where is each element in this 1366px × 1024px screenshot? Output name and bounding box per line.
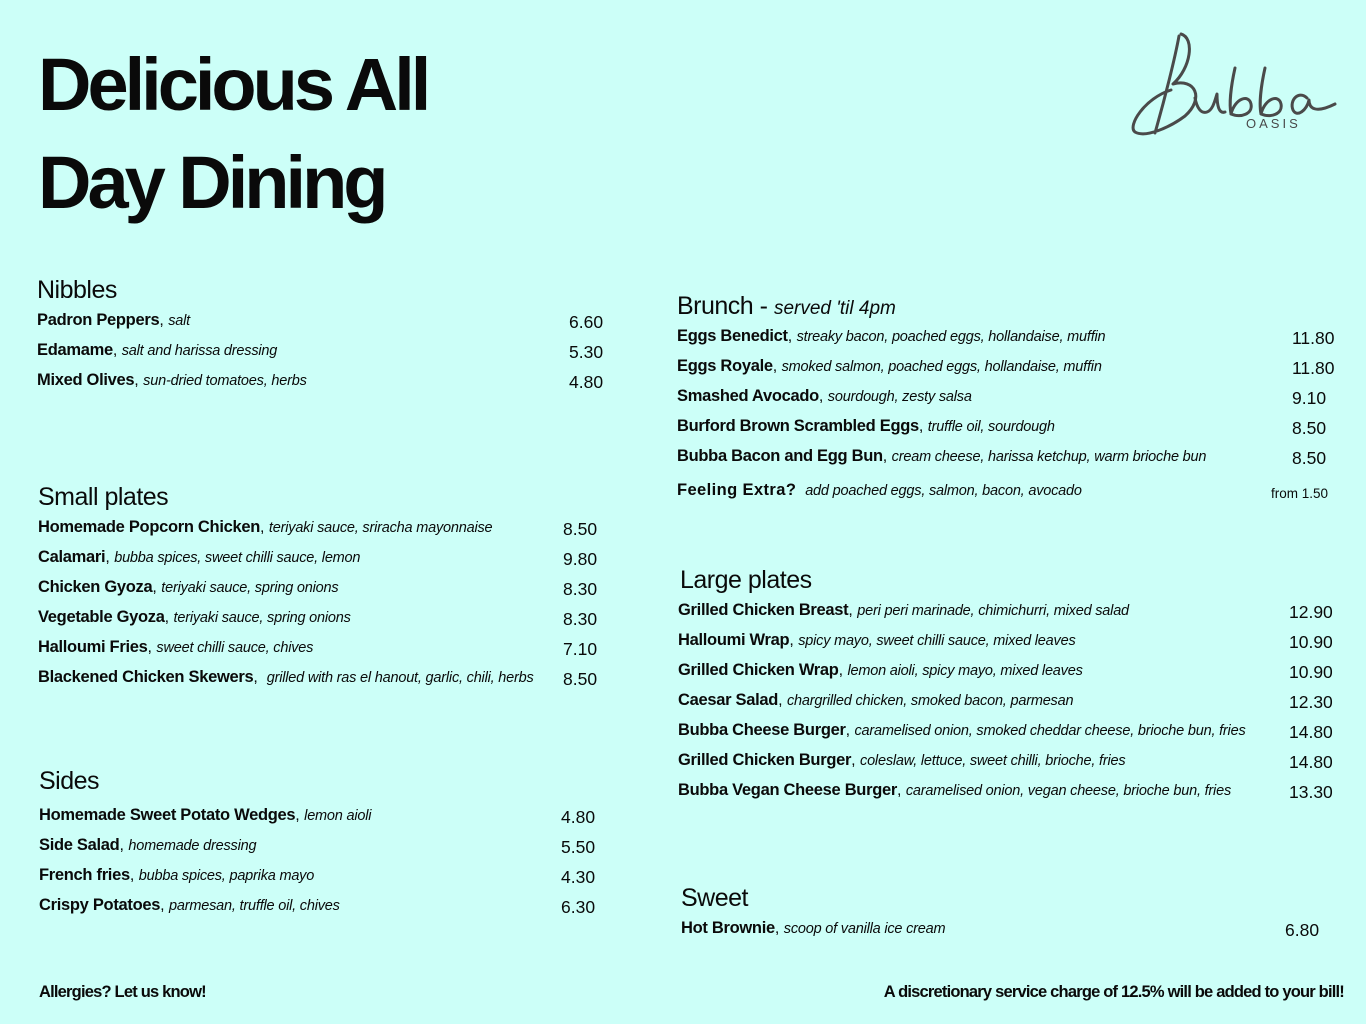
menu-item: Bubba Vegan Cheese Burger, caramelised onion, vegan cheese, brioche bun, fries 13.30 <box>678 781 1333 802</box>
item-description: bubba spices, sweet chilli sauce, lemon <box>114 550 361 566</box>
page-title-line-1: Delicious All <box>38 43 428 126</box>
menu-item: Side Salad, homemade dressing 5.50 <box>39 836 596 857</box>
menu-item: Eggs Benedict, streaky bacon, poached eggs, hollandaise, muffin 11.80 <box>677 327 1335 348</box>
item-name: Caesar Salad <box>678 691 779 709</box>
menu-item: Crispy Potatoes, parmesan, truffle oil, chives 6.30 <box>39 896 596 917</box>
section-large-plates <box>678 566 1343 811</box>
item-description: chargrilled chicken, smoked bacon, parmesan <box>786 693 1074 709</box>
item-name: Calamari <box>38 548 106 566</box>
item-price: 5.30 <box>569 342 604 362</box>
item-description: teriyaki sauce, spring onions <box>161 580 339 596</box>
item-description: caramelised onion, vegan cheese, brioche bun, fries <box>905 783 1231 799</box>
menu-item: Eggs Royale, smoked salmon, poached eggs, hollandaise, muffin 11.80 <box>677 357 1335 378</box>
menu-item: Caesar Salad, chargrilled chicken, smoked bacon, parmesan 12.30 <box>678 691 1333 712</box>
item-price: 14.80 <box>1289 722 1333 742</box>
item-price: 9.10 <box>1292 388 1327 408</box>
menu-item: Bubba Cheese Burger, caramelised onion, smoked cheddar cheese, brioche bun, fries 14.80 <box>678 721 1333 742</box>
item-price: 4.30 <box>561 867 596 887</box>
section-small-plates <box>38 483 613 698</box>
item-description: salt and harissa dressing <box>121 343 278 359</box>
item-price: 10.90 <box>1289 662 1333 682</box>
brunch-title: Brunch <box>677 292 754 320</box>
menu-item: Halloumi Fries, sweet chilli sauce, chives 7.10 <box>38 638 598 659</box>
menu-item: Grilled Chicken Breast, peri peri marinade, chimichurri, mixed salad 12.90 <box>678 601 1333 622</box>
item-price: 6.30 <box>561 897 596 917</box>
item-name: Edamame <box>37 341 113 359</box>
item-description: peri peri marinade, chimichurri, mixed salad <box>857 603 1129 619</box>
item-description: sun-dried tomatoes, herbs <box>143 373 307 389</box>
item-price: 6.80 <box>1285 920 1320 940</box>
item-name: Halloumi Wrap <box>678 631 790 649</box>
menu-item: Homemade Sweet Potato Wedges, lemon aioli 4.80 <box>39 806 596 827</box>
menu-item: Hot Brownie, scoop of vanilla ice cream 6.80 <box>681 919 1320 940</box>
page-title <box>38 36 427 232</box>
logo-subtext: OASIS <box>1246 116 1301 131</box>
item-name: Smashed Avocado <box>677 387 819 405</box>
item-name: French fries <box>39 866 130 884</box>
item-price: 12.30 <box>1289 692 1333 712</box>
item-price: 8.30 <box>563 579 598 599</box>
menu-item: Smashed Avocado, sourdough, zesty salsa 9.10 <box>677 387 1327 408</box>
item-name: Mixed Olives <box>37 371 135 389</box>
section-title-sweet: Sweet <box>681 884 748 912</box>
item-price: 4.80 <box>569 372 604 392</box>
item-description: bubba spices, paprika mayo <box>138 868 315 884</box>
page-title-line-2: Day Dining <box>38 141 385 224</box>
item-description: lemon aioli, spicy mayo, mixed leaves <box>847 663 1083 679</box>
item-name: Homemade Popcorn Chicken <box>38 518 261 536</box>
item-price: 8.50 <box>563 519 598 539</box>
item-price: 12.90 <box>1289 602 1333 622</box>
item-description: lemon aioli <box>304 808 372 824</box>
menu-item: Blackened Chicken Skewers, grilled with ras el hanout, garlic, chili, herbs 8.50 <box>38 668 598 689</box>
extra-name: Feeling Extra? <box>677 481 797 499</box>
section-nibbles <box>37 276 612 401</box>
menu-item: Calamari, bubba spices, sweet chilli sauce, lemon 9.80 <box>38 548 598 569</box>
bubba-oasis-logo <box>1125 28 1345 146</box>
menu-item: Padron Peppers, salt 6.60 <box>37 311 604 332</box>
item-description: sourdough, zesty salsa <box>827 389 972 405</box>
item-description: parmesan, truffle oil, chives <box>169 898 340 914</box>
menu-item: Homemade Popcorn Chicken, teriyaki sauce, sriracha mayonnaise 8.50 <box>38 518 598 539</box>
item-price: 10.90 <box>1289 632 1333 652</box>
item-description: truffle oil, sourdough <box>927 419 1055 435</box>
menu-item: Burford Brown Scrambled Eggs, truffle oil, sourdough 8.50 <box>677 417 1327 438</box>
item-description: caramelised onion, smoked cheddar cheese, brioche bun, fries <box>854 723 1246 739</box>
menu-item: French fries, bubba spices, paprika mayo 4.30 <box>39 866 596 887</box>
item-price: 11.80 <box>1292 358 1335 378</box>
menu-item: Grilled Chicken Burger, coleslaw, lettuce, sweet chilli, brioche, fries 14.80 <box>678 751 1333 772</box>
menu-item: Edamame, salt and harissa dressing 5.30 <box>37 341 604 362</box>
item-name: Burford Brown Scrambled Eggs <box>677 417 919 435</box>
section-sweet <box>681 884 1341 949</box>
item-name: Padron Peppers <box>37 311 160 329</box>
item-name: Grilled Chicken Breast <box>678 601 849 619</box>
section-title-nibbles: Nibbles <box>37 276 117 304</box>
item-description: grilled with ras el hanout, garlic, chili, herbs <box>266 670 534 686</box>
item-description: scoop of vanilla ice cream <box>783 921 946 937</box>
item-name: Eggs Royale <box>677 357 773 375</box>
allergies-note: Allergies? Let us know! <box>39 983 206 1001</box>
item-name: Grilled Chicken Wrap <box>678 661 839 679</box>
item-price: 5.50 <box>561 837 596 857</box>
item-name: Vegetable Gyoza <box>38 608 165 626</box>
section-title-large-plates: Large plates <box>680 566 812 594</box>
item-price: 6.60 <box>569 312 604 332</box>
item-name: Eggs Benedict <box>677 327 788 345</box>
item-price: 4.80 <box>561 807 596 827</box>
menu-item: Mixed Olives, sun-dried tomatoes, herbs 4.80 <box>37 371 604 392</box>
item-description: coleslaw, lettuce, sweet chilli, brioche, fries <box>860 753 1126 769</box>
item-description: cream cheese, harissa ketchup, warm brioche bun <box>891 449 1207 465</box>
menu-item: Halloumi Wrap, spicy mayo, sweet chilli sauce, mixed leaves 10.90 <box>678 631 1333 652</box>
item-price: 8.30 <box>563 609 598 629</box>
item-description: salt <box>168 313 190 329</box>
item-price: 8.50 <box>1292 418 1327 438</box>
item-description: smoked salmon, poached eggs, hollandaise, muffin <box>781 359 1102 375</box>
section-sides <box>39 767 614 926</box>
section-title-small-plates: Small plates <box>38 483 169 511</box>
item-name: Hot Brownie <box>681 919 775 937</box>
item-name: Homemade Sweet Potato Wedges <box>39 806 296 824</box>
menu-item: Vegetable Gyoza, teriyaki sauce, spring onions 8.30 <box>38 608 598 629</box>
item-name: Halloumi Fries <box>38 638 148 656</box>
item-name: Bubba Vegan Cheese Burger <box>678 781 897 799</box>
item-name: Grilled Chicken Burger <box>678 751 852 769</box>
menu-item: Grilled Chicken Wrap, lemon aioli, spicy mayo, mixed leaves 10.90 <box>678 661 1333 682</box>
item-price: 11.80 <box>1292 328 1335 348</box>
item-description: sweet chilli sauce, chives <box>156 640 314 656</box>
extra-description: add poached eggs, salmon, bacon, avocado <box>805 483 1082 499</box>
item-name: Chicken Gyoza <box>38 578 153 596</box>
extra-price: from 1.50 <box>1271 486 1329 501</box>
section-title-sides: Sides <box>39 767 100 795</box>
item-name: Bubba Bacon and Egg Bun <box>677 447 883 465</box>
menu-item: Chicken Gyoza, teriyaki sauce, spring onions 8.30 <box>38 578 598 599</box>
service-charge-note: A discretionary service charge of 12.5% will be added to your bill! <box>883 983 1344 1001</box>
item-name: Side Salad <box>39 836 120 854</box>
item-price: 8.50 <box>1292 448 1327 468</box>
item-description: homemade dressing <box>128 838 257 854</box>
item-description: teriyaki sauce, spring onions <box>173 610 351 626</box>
item-price: 9.80 <box>563 549 598 569</box>
item-name: Crispy Potatoes <box>39 896 161 914</box>
item-price: 13.30 <box>1289 782 1333 802</box>
item-name: Bubba Cheese Burger <box>678 721 846 739</box>
item-price: 14.80 <box>1289 752 1333 772</box>
item-price: 7.10 <box>563 639 598 659</box>
section-title-brunch: Brunch - served 'til 4pm <box>677 292 896 320</box>
item-price: 8.50 <box>563 669 598 689</box>
item-description: spicy mayo, sweet chilli sauce, mixed leaves <box>798 633 1076 649</box>
menu-item: Bubba Bacon and Egg Bun, cream cheese, harissa ketchup, warm brioche bun 8.50 <box>677 447 1327 468</box>
menu-extra <box>677 481 1342 511</box>
section-brunch <box>677 292 1342 511</box>
item-name: Blackened Chicken Skewers <box>38 668 254 686</box>
item-description: teriyaki sauce, sriracha mayonnaise <box>268 520 493 536</box>
item-description: streaky bacon, poached eggs, hollandaise, muffin <box>796 329 1106 345</box>
brunch-subtitle: served 'til 4pm <box>773 298 896 319</box>
